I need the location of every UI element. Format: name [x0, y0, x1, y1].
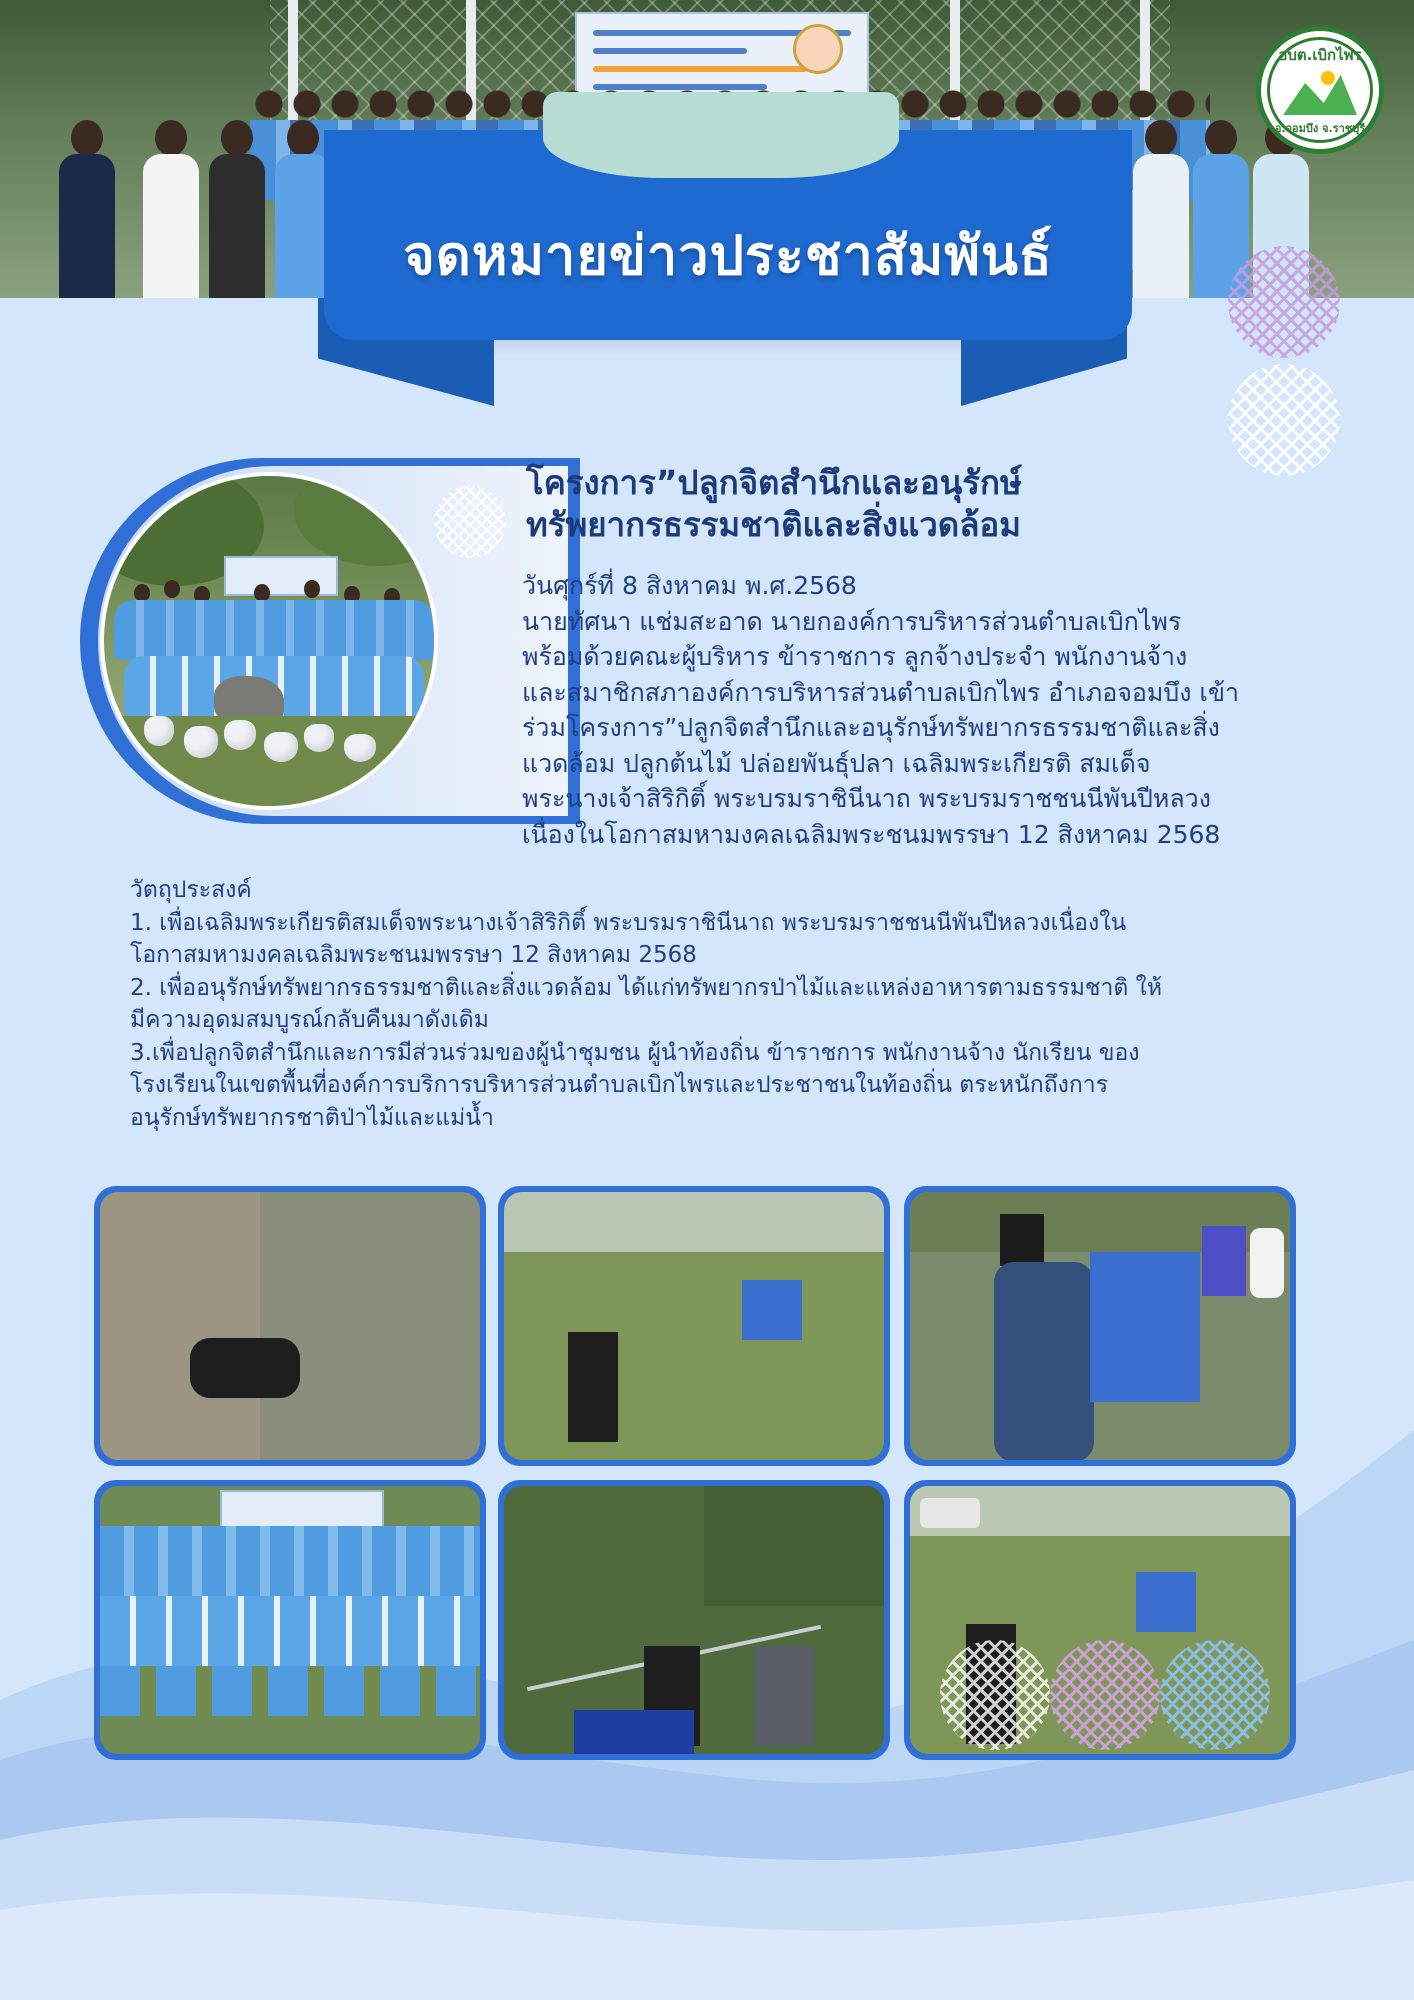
project-title-line: โครงการ”ปลูกจิตสำนึกและอนุรักษ์: [526, 463, 1022, 502]
objective-line: โอกาสมหามงคลเฉลิมพระชนมพรรษา 12 สิงหาคม 2568: [130, 942, 697, 968]
project-title: [526, 462, 1186, 546]
activity-photo-bags: [498, 1186, 890, 1466]
objective-line: 1. เพื่อเฉลิมพระเกียรติสมเด็จพระนางเจ้าสิริกิติ์ พระบรมราชินีนาถ พระบรมราชชนนีพันปีหลวงเนื่องใน: [130, 909, 1127, 936]
logo-bottom-text: อ.จอมบึง จ.ราชบุรี: [1274, 122, 1366, 135]
objective-line: โรงเรียนในเขตพื้นที่องค์การบริการบริหารส่วนตำบลเบิกไพรและประชาชนในท้องถิ่น ตระหนักถึงการ: [130, 1072, 1109, 1098]
decorative-pattern-white: [940, 1640, 1050, 1750]
activity-photo-riverside: [498, 1480, 890, 1760]
activity-photo-packing: [904, 1480, 1296, 1760]
objectives-heading: วัตถุประสงค์: [130, 877, 252, 903]
description-line: นายทัศนา แช่มสะอาด นายกองค์การบริหารส่วนตำบลเบิกไพร: [522, 606, 1182, 636]
decorative-pattern-small: [434, 486, 506, 558]
activity-photo-participants: [904, 1186, 1296, 1466]
logo-icon: [1256, 26, 1384, 154]
description-line: ร่วมโครงการ”ปลูกจิตสำนึกและอนุรักษ์ทรัพยากรธรรมชาติและสิ่ง: [522, 713, 1220, 742]
objectives-section: [130, 874, 1340, 1134]
decorative-pattern-white: [1228, 364, 1340, 476]
objective-line: 2. เพื่ออนุรักษ์ทรัพยากรธรรมชาติและสิ่งแวดล้อม ได้แก่ทรัพยากรป่าไม้และแหล่งอาหารตามธรรมชาติ ให้: [130, 974, 1163, 1001]
description-line: และสมาชิกสภาองค์การบริหารส่วนตำบลเบิกไพร อำเภอจอมบึง เข้า: [522, 677, 1240, 707]
project-title-line: ทรัพยากรธรรมชาติและสิ่งแวดล้อม: [526, 505, 1021, 544]
description-line: พระนางเจ้าสิริกิติ์ พระบรมราชินีนาถ พระบรมราชชนนีพันปีหลวง: [522, 784, 1211, 813]
objective-line: อนุรักษ์ทรัพยากรชาติป่าไม้และแม่น้ำ: [130, 1104, 494, 1131]
activity-photo-fish-release: [94, 1186, 486, 1466]
ribbon-tab: [543, 92, 899, 178]
decorative-pattern-pink: [1050, 1640, 1160, 1750]
activity-photo-group: [94, 1480, 486, 1760]
logo-top-text: อบต.เบิกไพร: [1278, 46, 1362, 64]
feature-group-photo: [100, 472, 438, 810]
page-title: จดหมายข่าวประชาสัมพันธ์: [403, 224, 1053, 287]
objective-line: มีความอุดมสมบูรณ์กลับคืนมาดังเดิม: [130, 1007, 489, 1033]
description-line: วันศุกร์ที่ 8 สิงหาคม พ.ศ.2568: [522, 571, 857, 600]
description-line: พร้อมด้วยคณะผู้บริหาร ข้าราชการ ลูกจ้างประจำ พนักงานจ้าง: [522, 642, 1188, 671]
decorative-pattern-blue: [1160, 1640, 1270, 1750]
project-description: [522, 568, 1362, 852]
description-line: แวดล้อม ปลูกต้นไม้ ปล่อยพันธุ์ปลา เฉลิมพระเกียรติ สมเด็จ: [522, 748, 1151, 778]
objective-line: 3.เพื่อปลูกจิตสำนึกและการมีส่วนร่วมของผู้นำชุมชน ผู้นำท้องถิ่น ข้าราชการ พนักงานจ้าง นักเรียน ของ: [130, 1039, 1140, 1066]
description-line: เนื่องในโอกาสมหามงคลเฉลิมพระชนมพรรษา 12 สิงหาคม 2568: [522, 819, 1221, 849]
decorative-pattern-pink: [1228, 246, 1340, 358]
